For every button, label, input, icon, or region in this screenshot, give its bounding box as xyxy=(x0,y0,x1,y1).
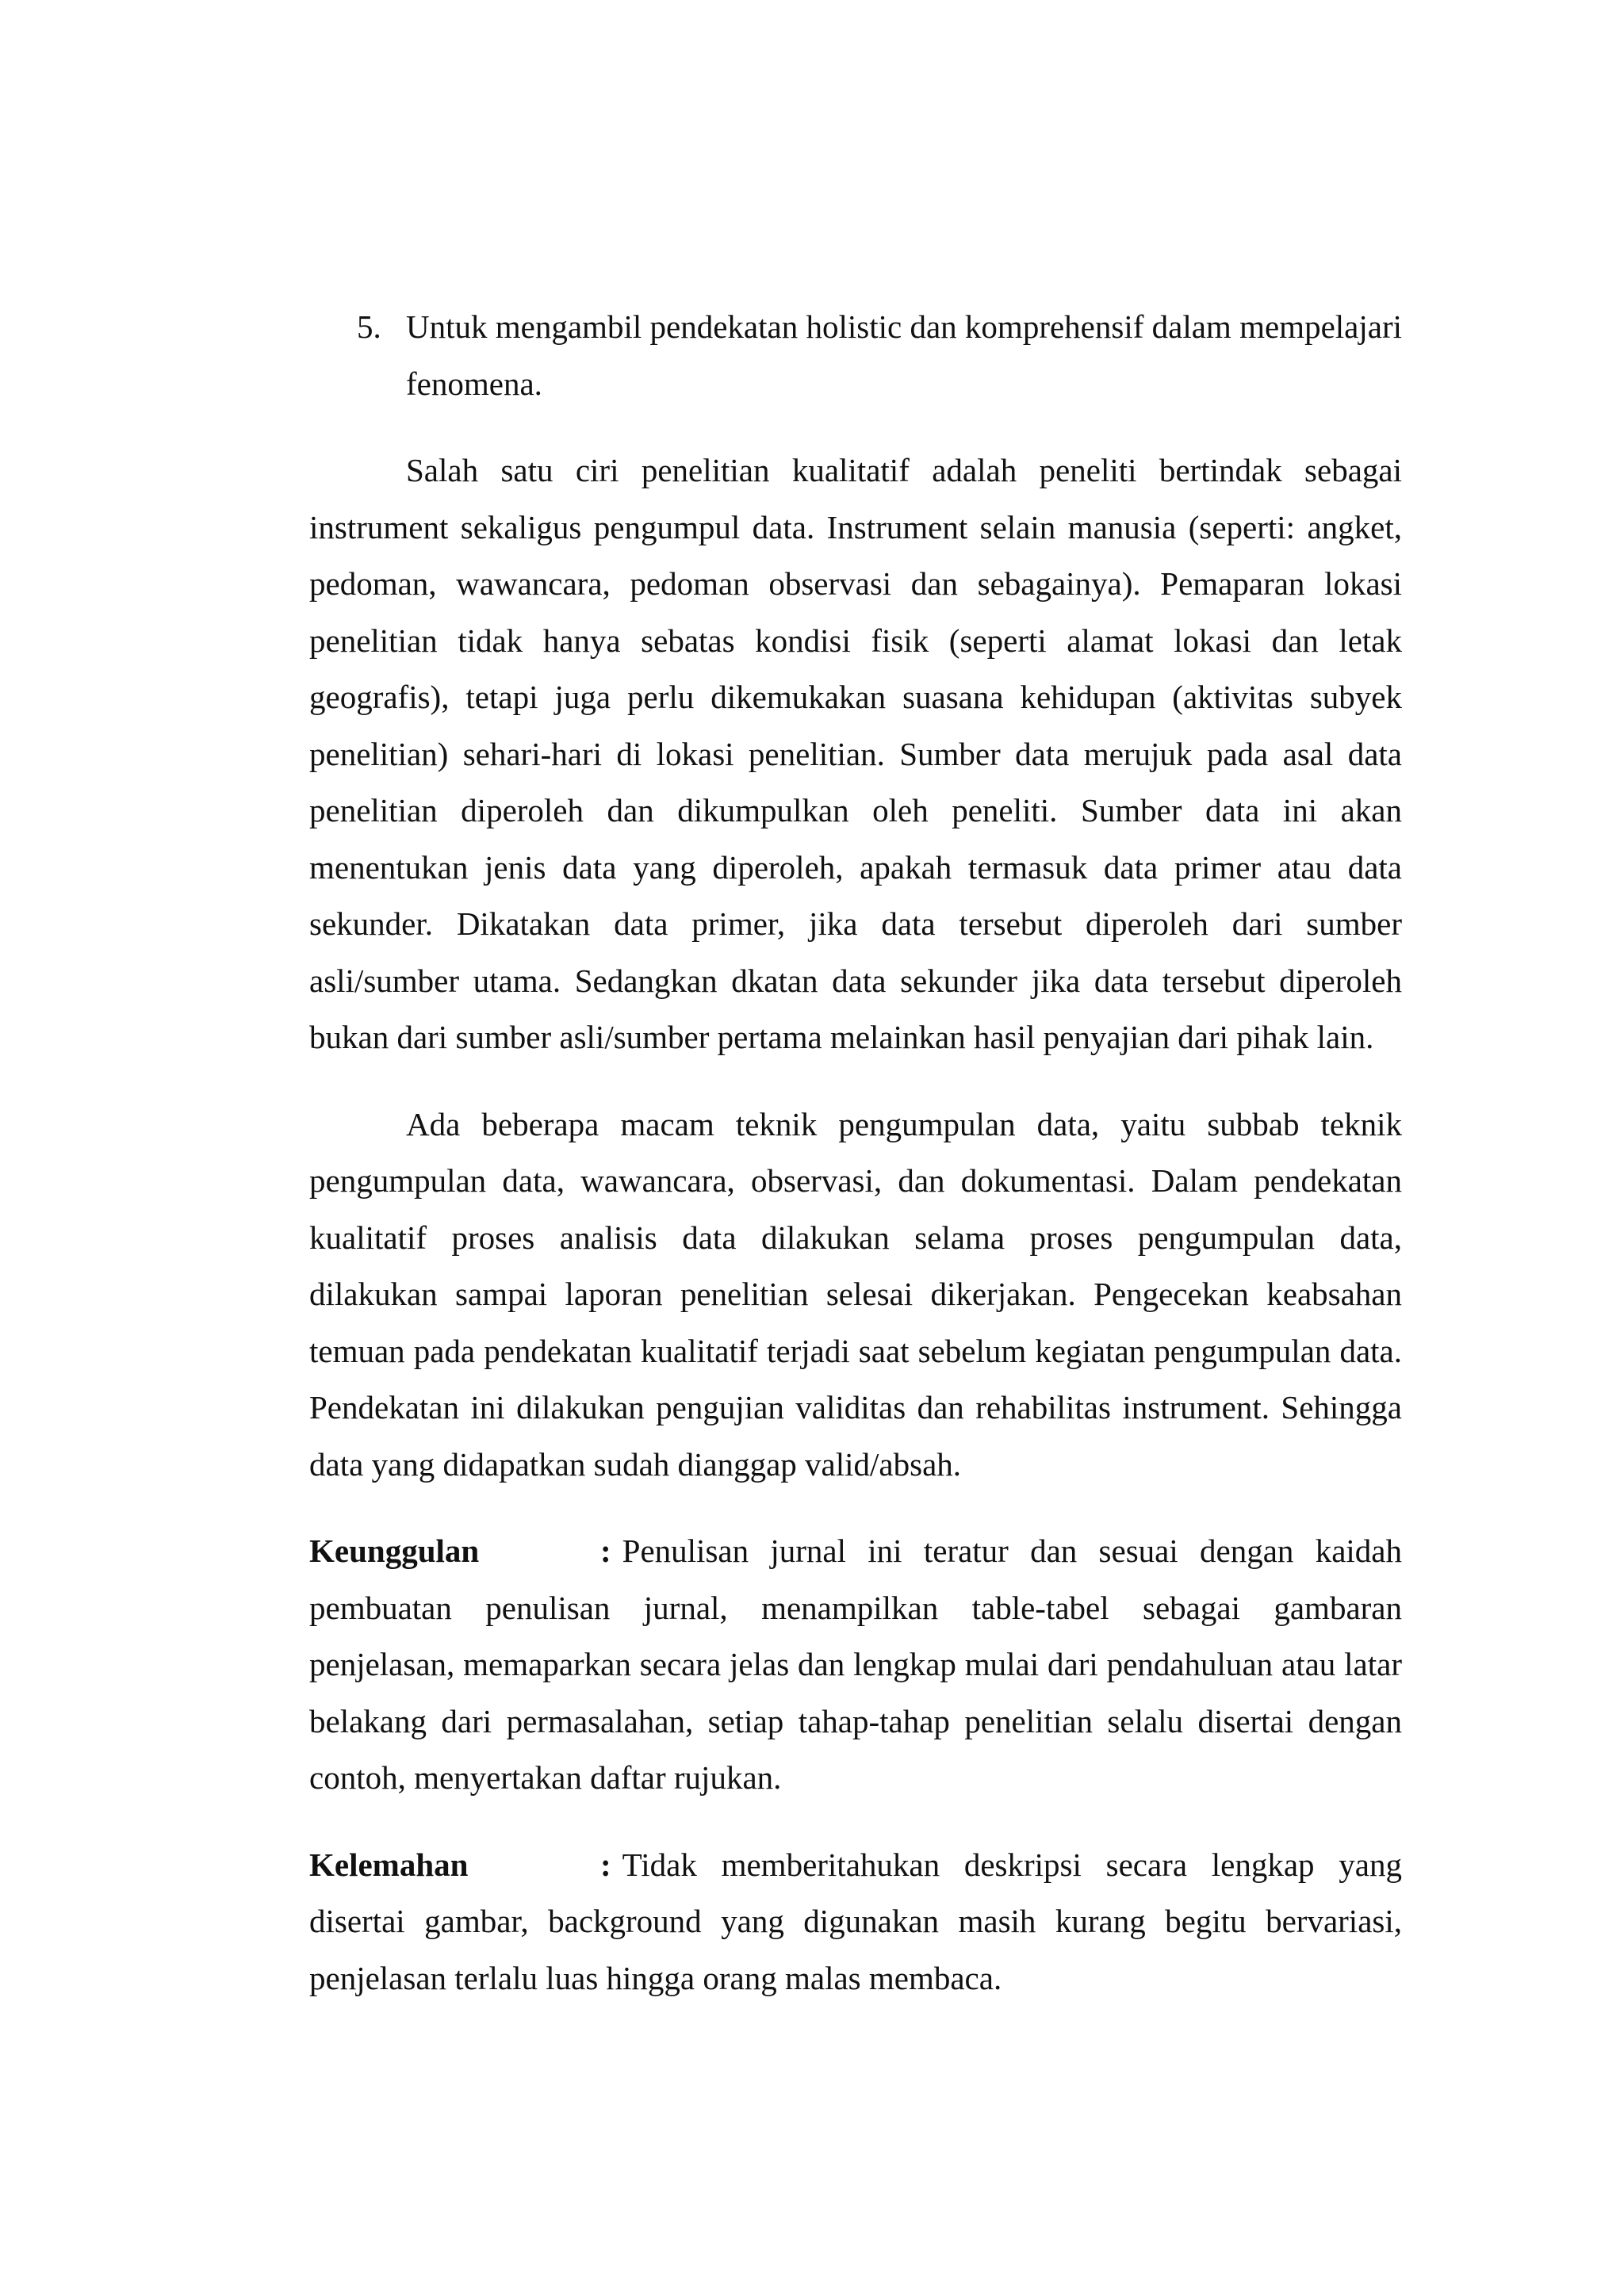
kelemahan-text: Tidak memberitahukan deskripsi secara lengkap yang disertai gambar, background yang digunakan masih kurang begitu bervariasi, penjelasan terlalu luas hingga orang malas membaca. xyxy=(309,1846,1402,1996)
paragraph-data-collection: Ada beberapa macam teknik pengumpulan data, yaitu subbab teknik pengumpulan data, wawancara, observasi, dan dokumentasi. Dalam pendekatan kualitatif proses analisis data dilakukan selama proses pengumpulan data, dilakukan sampai laporan penelitian selesai dikerjakan. Pengecekan keabsahan temuan pada pendekatan kualitatif terjadi saat sebelum kegiatan pengumpulan data. Pendekatan ini dilakukan pengujian validitas dan rehabilitas instrument. Sehingga data yang didapatkan sudah dianggap valid/absah. xyxy=(309,1105,1402,1483)
keunggulan-text: Penulisan jurnal ini teratur dan sesuai dengan kaidah pembuatan penulisan jurnal, menampilkan table-tabel sebagai gambaran penjelasan, memaparkan secara jelas dan lengkap mulai dari pendahuluan atau latar belakang dari permasalahan, setiap tahap-tahap penelitian selalu disertai dengan contoh, menyertakan daftar rujukan. xyxy=(309,1533,1402,1796)
spacer xyxy=(309,412,1402,442)
kelemahan-label: Kelemahan xyxy=(309,1846,469,1883)
paragraph-data-sources: Salah satu ciri penelitian kualitatif adalah peneliti bertindak sebagai instrument sekaligus pengumpul data. Instrument selain manusia (seperti: angket, pedoman, wawancara, pedoman observasi dan sebagainya). Pemaparan lokasi penelitian tidak hanya sebatas kondisi fisik (seperti alamat lokasi dan letak geografis), tetapi juga perlu dikemukakan suasana kehidupan (aktivitas subyek penelitian) sehari-hari di lokasi penelitian. Sumber data merujuk pada asal data penelitian diperoleh dan dikumpulkan oleh peneliti. Sumber data ini akan menentukan jenis data yang diperoleh, apakah termasuk data primer atau data sekunder. Dikatakan data primer, jika data tersebut diperoleh dari sumber asli/sumber utama. Sedangkan dkatan data sekunder jika data tersebut diperoleh bukan dari sumber asli/sumber pertama melainkan hasil penyajian dari pihak lain. xyxy=(309,452,1402,1055)
spacer xyxy=(309,1066,1402,1096)
spacer xyxy=(309,1493,1402,1523)
keunggulan-label: Keunggulan xyxy=(309,1533,480,1569)
list-number: 5. xyxy=(357,308,381,345)
kelemahan-colon: : xyxy=(600,1846,611,1883)
spacer xyxy=(309,1807,1402,1837)
kelemahan-section xyxy=(309,1837,1402,2007)
keunggulan-colon: : xyxy=(600,1533,611,1569)
list-item-text: Untuk mengambil pendekatan holistic dan komprehensif dalam mempelajari fenomena. xyxy=(406,308,1402,402)
document-body xyxy=(309,299,1402,2007)
keunggulan-section xyxy=(309,1523,1402,1807)
list-item-5 xyxy=(309,299,1402,412)
